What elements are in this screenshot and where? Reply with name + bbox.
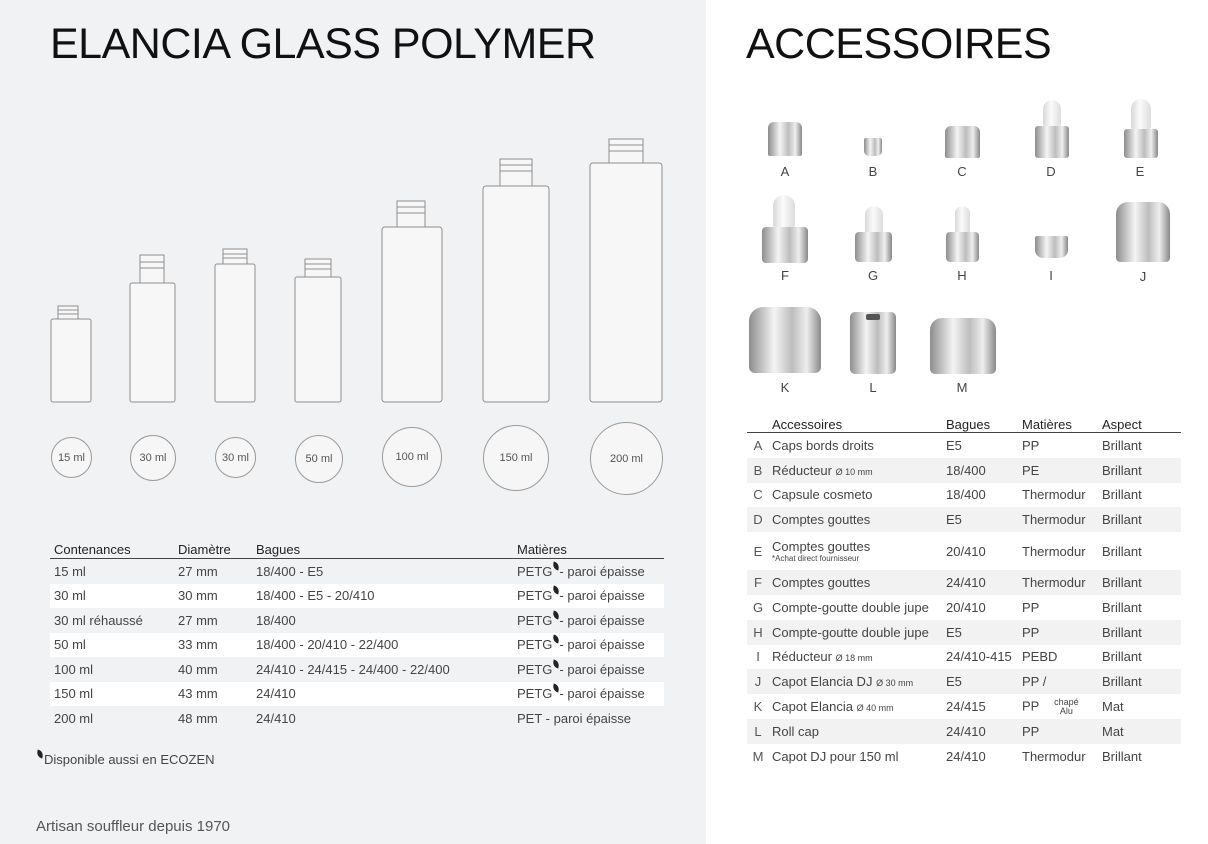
bottle-illustrations [0, 0, 706, 420]
bottles-table [50, 540, 664, 731]
table-row [747, 744, 1181, 769]
bagues-cell: 20/410 [946, 599, 986, 615]
material-cell [1019, 507, 1099, 532]
material-name: Thermodur [1022, 512, 1086, 528]
material-name: PP [1022, 437, 1040, 453]
accessory-l-top [866, 314, 880, 320]
accessory-label: J [1139, 269, 1147, 284]
material-name: Thermodur [1022, 543, 1086, 559]
bagues-cell: E5 [943, 620, 1019, 645]
bottle-diameter-30ml-rehausse: 30 ml [215, 437, 256, 478]
accessories-table [747, 416, 1181, 769]
accessory-d-image [1035, 126, 1069, 158]
material-name: PP [1022, 624, 1040, 640]
accessory-label: M [956, 380, 968, 395]
diameter-cell: 33 mm [174, 633, 252, 658]
accessory-name-cell [769, 458, 943, 483]
leaf-icon [36, 750, 43, 759]
material-cell [1019, 532, 1099, 570]
aspect-cell: Brillant [1099, 570, 1181, 595]
table-row [50, 657, 664, 682]
accessory-f-image [762, 227, 808, 263]
accessory-label: F [781, 268, 789, 283]
material-cell [1019, 719, 1099, 744]
material-name: PP [1022, 723, 1040, 739]
capacity-cell: 200 ml [54, 710, 94, 726]
bagues-cell: E5 [943, 507, 1019, 532]
bottle-diameter-100ml: 100 ml [382, 427, 442, 487]
diameter-cell: 30 mm [174, 584, 252, 609]
accessory-label: K [780, 380, 790, 395]
col-header: Diamètre [174, 540, 252, 559]
material-cell [1019, 595, 1099, 620]
bagues-cell: 24/410 [946, 748, 986, 764]
row-letter: G [752, 599, 764, 615]
table-row [50, 682, 664, 707]
bottle-diameter-50ml: 50 ml [295, 435, 343, 483]
diameter-cell: 43 mm [174, 682, 252, 707]
accessory-name-cell [769, 669, 943, 694]
material-cell [513, 657, 664, 682]
material-name: Thermodur [1022, 487, 1086, 503]
accessory-j-image [1116, 202, 1170, 262]
accessories-title: ACCESSOIRES [746, 20, 1052, 68]
col-header: Matières [1019, 416, 1099, 433]
accessory-label: E [1135, 164, 1145, 179]
diameter-cell: 27 mm [178, 563, 218, 579]
col-header: Bagues [252, 540, 513, 559]
row-letter: C [753, 487, 763, 503]
bottle-diameter-15ml: 15 ml [51, 437, 92, 478]
aspect-cell: Brillant [1102, 437, 1142, 453]
table-row [747, 507, 1181, 532]
table-row [747, 532, 1181, 570]
bagues-cell: 24/410 [256, 710, 296, 726]
accessory-label: D [1046, 164, 1056, 179]
aspect-cell: Brillant [1102, 649, 1142, 665]
accessory-g-image [855, 232, 892, 262]
aspect-cell: Brillant [1102, 599, 1142, 615]
accessory-name-cell [769, 532, 943, 570]
material-name: PETG [517, 661, 553, 677]
material-name: PETG [517, 563, 553, 579]
material-name: PP [1022, 698, 1040, 713]
material-cell [1019, 669, 1099, 694]
table-row [50, 706, 664, 731]
material-cell [1019, 694, 1099, 719]
bagues-cell: E5 [943, 669, 1019, 694]
table-row [50, 633, 664, 658]
bagues-cell: 20/410 [946, 543, 986, 559]
row-letter: L [747, 719, 769, 744]
capacity-cell: 150 ml [50, 682, 174, 707]
table-row [50, 584, 664, 609]
accessory-name: Réducteur [772, 462, 832, 478]
accessory-l-image [850, 312, 896, 374]
accessory-label: C [957, 164, 967, 179]
material-detail: - paroi épaisse [559, 612, 645, 628]
accessory-name: Compte-goutte double jupe [772, 624, 929, 640]
accessory-name-cell [769, 694, 943, 719]
row-letter: K [753, 699, 763, 715]
table-row [50, 608, 664, 633]
material-name: Thermodur [1022, 748, 1086, 764]
accessory-name: Comptes gouttes [772, 512, 871, 528]
accessory-name-cell [769, 645, 943, 670]
material-name: PETG [517, 612, 553, 628]
accessory-size: Ø 30 mm [876, 678, 914, 689]
aspect-cell: Brillant [1102, 543, 1142, 559]
accessory-h-image [946, 232, 979, 262]
row-letter: J [747, 669, 769, 694]
col-header: Contenances [50, 540, 174, 559]
accessory-f-bulb [773, 195, 795, 227]
accessory-name-cell [769, 620, 943, 645]
material-detail: - paroi épaisse [542, 710, 631, 726]
row-letter: D [747, 507, 769, 532]
aspect-cell: Brillant [1099, 458, 1181, 483]
bagues-cell: 24/415 [946, 699, 986, 715]
material-name: PE [1022, 462, 1040, 478]
material-cell [513, 608, 664, 633]
col-header: Bagues [943, 416, 1019, 433]
accessory-g-bulb [865, 206, 883, 234]
capacity-cell: 100 ml [54, 661, 94, 677]
bottle-diameter-200ml: 200 ml [590, 422, 663, 495]
col-header: Accessoires [769, 416, 943, 433]
table-row [747, 694, 1181, 719]
row-letter: B [747, 458, 769, 483]
bottle-30ml [130, 255, 175, 402]
row-letter: M [752, 748, 764, 764]
accessory-b-image [864, 138, 882, 156]
bagues-cell: 24/410 - 24/415 - 24/400 - 22/400 [256, 661, 450, 677]
material-name: PETG [517, 588, 553, 604]
material-cell [1019, 483, 1099, 508]
material-detail: - paroi épaisse [559, 563, 645, 579]
table-row [747, 719, 1181, 744]
capacity-cell: 30 ml [50, 584, 174, 609]
page-title: ELANCIA GLASS POLYMER [50, 20, 596, 68]
material-cell [513, 682, 664, 707]
material-cell [513, 584, 664, 609]
bagues-cell: 24/410 [943, 719, 1019, 744]
accessory-label: L [869, 380, 877, 395]
accessory-name: Réducteur [772, 649, 832, 665]
capacity-cell: 30 ml réhaussé [54, 612, 143, 628]
accessory-label: I [1049, 268, 1053, 283]
bottle-150ml [483, 159, 549, 402]
table-row [747, 645, 1181, 670]
bagues-cell: 18/400 - 20/410 - 22/400 [252, 633, 513, 658]
accessory-name-cell [769, 744, 943, 769]
table-row [747, 433, 1181, 458]
accessory-name: Caps bords droits [772, 437, 874, 453]
material-name: PEBD [1022, 649, 1058, 665]
accessory-e-bulb [1131, 99, 1151, 129]
accessory-e-image [1124, 129, 1158, 158]
accessory-label: H [957, 268, 967, 283]
accessory-label: G [867, 268, 879, 283]
bagues-cell: 18/400 - E5 - 20/410 [252, 584, 513, 609]
bottle-50ml [295, 259, 341, 402]
accessory-name-cell [769, 595, 943, 620]
material-cell [1019, 570, 1099, 595]
row-letter: H [747, 620, 769, 645]
accessory-d-bulb [1043, 100, 1061, 126]
aspect-cell: Brillant [1102, 748, 1142, 764]
material-cell [513, 706, 664, 731]
col-header: Aspect [1099, 416, 1181, 433]
material-name: PET [517, 710, 543, 726]
bagues-cell: 18/400 [946, 487, 986, 503]
material-cell [1019, 744, 1099, 769]
col-header-letter [747, 416, 769, 433]
material-cell [1019, 433, 1099, 458]
material-detail: - paroi épaisse [559, 637, 645, 653]
aspect-cell: Brillant [1102, 487, 1142, 503]
table-row [747, 595, 1181, 620]
aspect-cell: Brillant [1099, 507, 1181, 532]
accessory-name-cell [769, 483, 943, 508]
footer-tagline: Artisan souffleur depuis 1970 [36, 818, 231, 835]
row-letter: F [747, 570, 769, 595]
material-cell [513, 559, 664, 584]
material-note: chapé Alu [1054, 696, 1079, 716]
accessory-k-image [749, 307, 821, 373]
bagues-cell: 18/400 [256, 612, 296, 628]
bagues-cell: 24/410 [252, 682, 513, 707]
accessory-c-image [945, 126, 980, 158]
bottle-15ml [51, 306, 91, 402]
table-row [50, 559, 664, 584]
diameter-cell: 48 mm [178, 710, 218, 726]
capacity-cell: 15 ml [54, 563, 86, 579]
accessory-name: Comptes gouttes [772, 539, 871, 555]
bagues-cell: 24/410-415 [946, 649, 1012, 665]
material-cell [1019, 620, 1099, 645]
accessory-label: A [780, 164, 790, 179]
bottle-100ml [382, 201, 442, 402]
material-cell [1019, 645, 1099, 670]
accessory-size: Ø 18 mm [835, 653, 873, 664]
accessory-note: *Achat direct fournisseur [772, 554, 860, 564]
diameter-cell: 40 mm [178, 661, 218, 677]
bagues-cell: 24/410 [943, 570, 1019, 595]
row-letter: E [753, 543, 763, 559]
material-cell [1019, 458, 1099, 483]
accessory-name-cell [769, 433, 943, 458]
table-row [747, 570, 1181, 595]
accessory-name: Capot Elancia DJ [772, 674, 873, 690]
aspect-cell: Brillant [1099, 620, 1181, 645]
accessory-name: Capsule cosmeto [772, 487, 873, 503]
table-row [747, 458, 1181, 483]
material-name: PETG [517, 637, 553, 653]
accessory-m-image [930, 318, 996, 374]
accessory-name-cell [769, 719, 943, 744]
material-name: Thermodur [1022, 575, 1086, 591]
bottle-diameter-150ml: 150 ml [483, 425, 549, 491]
table-row [747, 483, 1181, 508]
bagues-cell: E5 [946, 437, 962, 453]
capacity-cell: 50 ml [50, 633, 174, 658]
accessory-a-image [768, 122, 802, 156]
material-cell [513, 633, 664, 658]
accessory-size: Ø 10 mm [835, 466, 873, 477]
accessory-name: Capot Elancia [772, 699, 853, 715]
bottle-diameter-30ml: 30 ml [130, 435, 176, 481]
table-row [747, 620, 1181, 645]
accessory-name: Capot DJ pour 150 ml [772, 748, 899, 764]
aspect-cell: Mat [1102, 699, 1124, 715]
bagues-cell: 18/400 - E5 [256, 563, 324, 579]
col-header: Matières [513, 540, 664, 559]
diameter-cell: 27 mm [178, 612, 218, 628]
aspect-cell: Brillant [1099, 669, 1181, 694]
material-name: PETG [517, 686, 553, 702]
accessory-h-bulb [955, 206, 970, 234]
accessory-name-cell [769, 507, 943, 532]
material-name: PP [1022, 599, 1040, 615]
accessory-label: B [868, 164, 878, 179]
material-detail: - paroi épaisse [559, 686, 645, 702]
bottle-200ml [590, 139, 662, 402]
ecozen-note: Disponible aussi en ECOZEN [36, 752, 215, 767]
aspect-cell: Mat [1099, 719, 1181, 744]
accessory-i-image [1035, 236, 1068, 258]
bagues-cell: 18/400 [943, 458, 1019, 483]
table-row [747, 669, 1181, 694]
row-letter: A [753, 437, 763, 453]
material-detail: - paroi épaisse [559, 588, 645, 604]
row-letter: I [756, 649, 760, 665]
accessory-size: Ø 40 mm [856, 703, 894, 714]
accessory-name: Compte-goutte double jupe [772, 599, 929, 615]
material-detail: - paroi épaisse [559, 661, 645, 677]
bottle-30ml-rehausse [215, 249, 255, 402]
accessory-name-cell [769, 570, 943, 595]
material-name: PP / [1022, 674, 1047, 690]
accessory-name: Roll cap [772, 723, 819, 739]
accessory-name: Comptes gouttes [772, 575, 871, 591]
